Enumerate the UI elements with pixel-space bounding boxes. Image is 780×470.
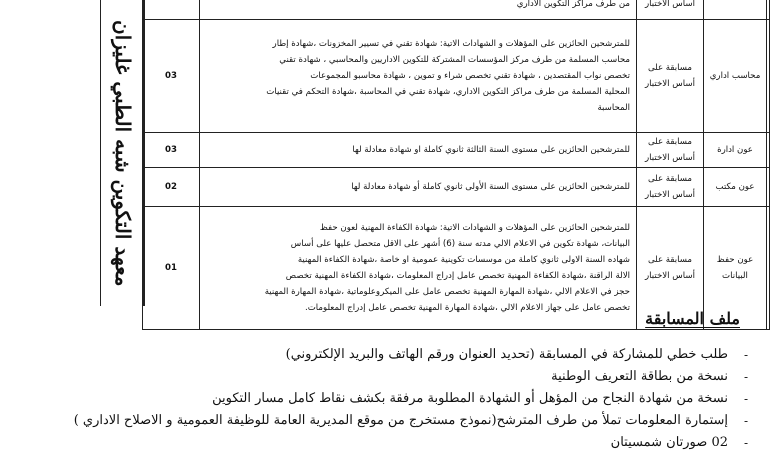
edge-cell <box>767 207 770 330</box>
condition-line: الالة الراقنة ،شهادة الكفاءة المهنية تخصص عامل إدراج المعلومات ،شهادة الكفاءة المهنية تخصص <box>285 271 630 281</box>
post-title: عون حفظ البيانات <box>704 207 767 330</box>
positions-count: 01 <box>143 207 200 330</box>
table-row <box>143 0 770 20</box>
edge-cell <box>767 133 770 168</box>
table-row <box>143 133 770 168</box>
positions-count: 02 <box>143 168 200 207</box>
condition-line: للمترشحين الحائزين على مستوى السنة الأولى ثانوي كاملة أو شهادة معادلة لها <box>351 182 630 192</box>
bullet-icon: - <box>743 414 748 428</box>
list-item-text: إستمارة المعلومات تملأ من طرف المترشح(نموذج مستخرج من موقع المديرية العامة للوظيفة العمومية و الاصلاح الاداري ) <box>73 413 728 428</box>
post-title: محاسب اداري <box>704 20 767 133</box>
list-item-text: طلب خطي للمشاركة في المسابقة (تحديد العنوان ورقم الهاتف والبريد الإلكتروني) <box>285 347 728 362</box>
recruitment-mode: مسابقة على أساس الاختبار <box>637 207 704 330</box>
list-item <box>110 388 750 410</box>
condition-line: للمترشحين الحائزين على مستوى السنة الثالثة ثانوي كاملة او شهادة معادلة لها <box>352 145 630 155</box>
institute-name: معهد التكوين شبه الطبي غليزان <box>111 19 135 287</box>
conditions-cell <box>200 20 637 133</box>
list-item <box>110 344 750 366</box>
list-item <box>73 410 750 432</box>
recruitment-mode: مسابقة على أساس الاختبار <box>637 20 704 133</box>
list-item <box>110 366 750 388</box>
conditions-cell <box>200 168 637 207</box>
conditions-cell <box>200 133 637 168</box>
condition-line: حجز في الاعلام الالي ،شهادة المهارة المهنية تخصص عامل على الميكروعلوماتية ،شهادة المهارة المهنية <box>264 287 630 297</box>
bullet-icon: - <box>743 436 748 450</box>
condition-line: للمترشحين الحائزين على المؤهلات و الشهادات الاتية: شهادة تقني في تسيير المخزونات ،شهادة إطار <box>272 39 630 49</box>
positions-count: 03 <box>143 133 200 168</box>
bullet-icon: - <box>743 392 748 406</box>
condition-line: تخصص عامل على جهاز الاعلام الالي ،شهادة المهارة المهنية تخصص عامل إدراج المعلومات. <box>304 303 630 313</box>
list-item-text: 02 صورتان شمسيتان <box>610 435 728 450</box>
dossier-title: ملف المسابقة <box>645 309 740 328</box>
edge-cell <box>767 0 770 20</box>
post-title: عون مكتب <box>704 168 767 207</box>
recruitment-mode: مسابقة على أساس الاختبار <box>637 133 704 168</box>
conditions-cell <box>200 207 637 330</box>
list-item-text: نسخة من شهادة النجاح من المؤهل أو الشهادة المطلوبة مرفقة بكشف نقاط كامل مسار التكوين <box>212 391 728 406</box>
positions-count <box>143 0 200 20</box>
condition-line: شهاده السنة الاولى ثانوي كاملة من موسسات تكوينية عمومية او خاصة ،شهادة الكفاءة المهنية <box>297 255 630 265</box>
post-title: عون ادارة <box>704 133 767 168</box>
recruitment-mode: مسابقة على أساس الاختبار <box>637 168 704 207</box>
table-row <box>143 20 770 133</box>
conditions-cell <box>200 0 637 20</box>
list-item <box>110 432 750 454</box>
post-title <box>704 0 767 20</box>
condition-line: من طرف مراكز التكوين الاداري <box>516 0 630 9</box>
condition-line: للمترشحين الحائزين على المؤهلات و الشهادات الاتية: شهادة الكفاءة المهنية لعون حفظ <box>319 223 630 233</box>
edge-cell <box>767 168 770 207</box>
condition-line: البيانات، شهادة تكوين في الاعلام الالي مدته سنة (6) أشهر على الاقل متحصل عليها على أساس <box>290 239 630 249</box>
edge-cell <box>767 20 770 133</box>
table-row <box>143 168 770 207</box>
positions-table <box>142 0 770 330</box>
condition-line: محاسب المسلمة من طرف مركز المؤسسات المشتركة للتكوين الاداريين والمحاسبي ، شهادة تقني <box>279 55 630 65</box>
condition-line: المحاسبة <box>597 103 630 113</box>
dossier-list <box>73 344 750 454</box>
institute-column <box>100 0 145 306</box>
positions-count: 03 <box>143 20 200 133</box>
condition-line: تخصص نواب المقتصدين ، شهادة تقني تخصص شراء و تموين ، شهادة محاسبو المجموعات <box>310 71 630 81</box>
bullet-icon: - <box>743 348 748 362</box>
condition-line: المحلية المسلمة من طرف مراكز التكوين الاداري، شهادة تقني في المحاسبة ،شهادة التحكم في تقنيات <box>266 87 630 97</box>
recruitment-mode: أساس الاختبار <box>637 0 704 20</box>
bullet-icon: - <box>743 370 748 384</box>
list-item-text: نسخة من بطاقة التعريف الوطنية <box>551 369 728 384</box>
